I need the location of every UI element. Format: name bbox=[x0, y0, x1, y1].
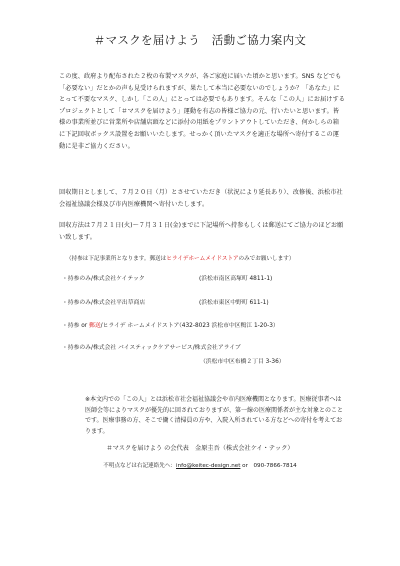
contact-line bbox=[0, 462, 400, 470]
location-label-mail: 郵送 bbox=[89, 323, 101, 329]
delivery-note bbox=[66, 255, 294, 263]
location-label: ・持参のみ/株式会社 バイスティックケアサービス/株式会社アライブ bbox=[62, 345, 241, 351]
location-address: (浜松市南区高塚町 4811-1) bbox=[199, 276, 273, 282]
footnote: ※本文内での「この人」とは浜松市社会福祉協議会や市内医療機関となります。医療従事者へは医師会等によりマスクが優先的に回されておりますが、第一線の医療関係者が主な対象とのことです。医療事務の方、そこで働く清掃員の方や、入院入所されている方などへの寄付を考えております。 bbox=[85, 396, 344, 435]
location-label-suffix: /ヒライデ ホームメイドストア bbox=[100, 323, 180, 329]
contact-prefix: 不明点などは右記連絡先へ： bbox=[103, 463, 177, 469]
intro-paragraph: この度、政府より配布された２枚の布製マスクが、各ご家庭に届いた頃かと思います。SNS などでも「必要ない」だとかの声も見受けられますが、果たして本当に必要ないのでしょうか？「あなた」にとって不要なマスク、しかし「この人」にとっては必要でもあります。そんな「この人」にお届けするプロジェクトとして「＃マスクを届けよう」運動を有志の皆様ご協力の元、行いたいと思います。皆様の事業所並びに営業所や店舗店頭などに添付の用紙をプリントアウトしていただき、何かしらの箱に下記回収ボックス設置をお願いいたします。せっかく頂いたマスクを適正な場所へ寄付するこの運動に是非ご協力ください。 bbox=[59, 73, 345, 150]
location-item bbox=[62, 322, 279, 330]
location-address: (浜松市東区中野町 611-1) bbox=[199, 300, 269, 306]
contact-phone: or 090-7866-7814 bbox=[240, 463, 297, 469]
location-item bbox=[62, 299, 269, 307]
delivery-note-store: ヒライデホームメイドストア bbox=[166, 256, 239, 262]
deadline-paragraph: 回収期日としまして、７月２０日（月）とさせていただき（状況により延長あり）、改修後、浜松市社会福祉協議会様及び市内医療機関へ寄付いたします。 bbox=[59, 189, 343, 208]
delivery-note-suffix: のみでお願いします） bbox=[238, 256, 295, 262]
location-label: ・持参のみ/株式会社平出草商店 bbox=[62, 300, 146, 306]
location-label: ・持参のみ/株式会社ケイテック bbox=[62, 276, 145, 282]
collection-method-paragraph: 回収方法は７月２１日(火)～７月３１日(金)までに下記場所へ持参もしくは郵送にてご協力のほどお願い致します。 bbox=[59, 222, 344, 241]
location-address: （浜松市中区布橋２丁目 3-36） bbox=[200, 359, 285, 365]
location-label-prefix: ・持参 or bbox=[62, 323, 90, 329]
signature: ＃マスクを届けよう の会代表 金原圭吾（株式会社ケイ・テック） bbox=[106, 445, 294, 452]
location-item bbox=[62, 275, 273, 283]
location-address: （432-8023 浜松市中区鴨江 1-20-3） bbox=[176, 323, 279, 329]
location-item bbox=[62, 344, 241, 352]
document-title: ＃マスクを届けよう 活動ご協力案内文 bbox=[93, 33, 307, 47]
contact-email-link[interactable]: info@keitec-design.net bbox=[176, 463, 241, 469]
location-address-row bbox=[200, 358, 285, 366]
delivery-note-prefix: （持参は下記事業所となります。郵送は bbox=[66, 256, 167, 262]
